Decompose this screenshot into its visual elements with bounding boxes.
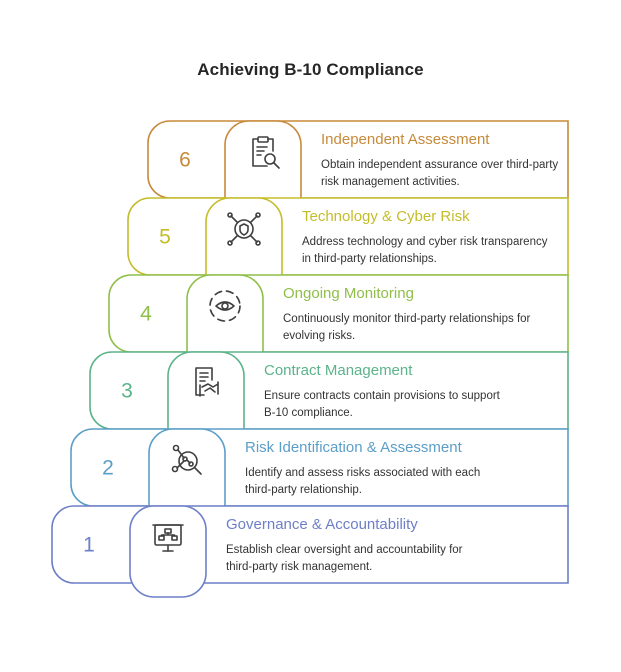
step-title: Independent Assessment	[321, 131, 490, 148]
step-title: Technology & Cyber Risk	[302, 208, 470, 225]
step-description: Establish clear oversight and accountability for third-party risk management.	[226, 544, 463, 573]
step-description: Identify and assess risks associated with each third-party relationship.	[245, 467, 481, 496]
step-number: 4	[140, 302, 152, 326]
step-description: Address technology and cyber risk transparency in third-party relationships.	[302, 236, 548, 265]
page-title: Achieving B-10 Compliance	[197, 60, 424, 79]
step-description: Ensure contracts contain provisions to support B-10 compliance.	[264, 390, 500, 419]
step-number: 2	[102, 456, 114, 480]
step-description: Obtain independent assurance over third-party risk management activities.	[321, 159, 559, 188]
step-number: 3	[121, 379, 133, 403]
step-number: 5	[159, 225, 171, 249]
step-number: 1	[83, 533, 95, 557]
step-title: Governance & Accountability	[226, 516, 418, 533]
step-title: Risk Identification & Assessment	[245, 439, 462, 456]
step-title: Ongoing Monitoring	[283, 285, 414, 302]
step-number: 6	[179, 148, 191, 172]
step-title: Contract Management	[264, 362, 413, 379]
step-description: Continuously monitor third-party relationships for evolving risks.	[283, 313, 531, 342]
